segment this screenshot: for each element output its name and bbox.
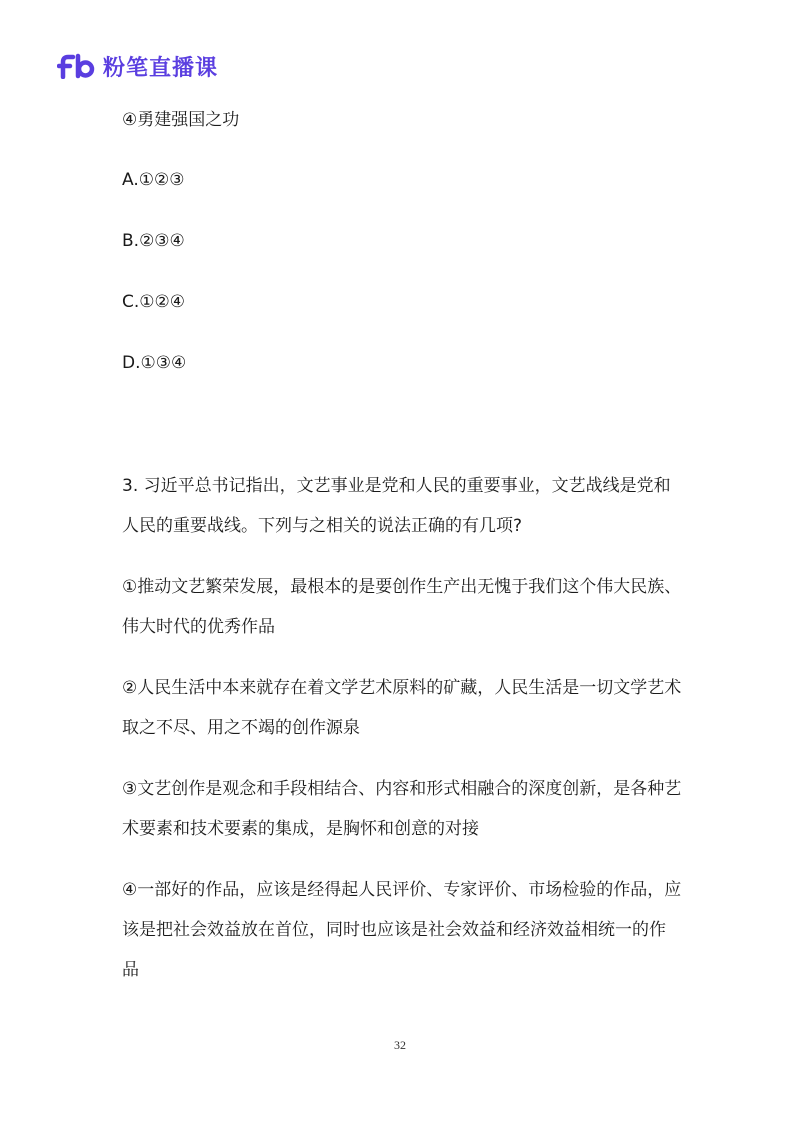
previous-question-item-4: ④勇建强国之功 xyxy=(122,110,240,130)
option-b: B.②③④ xyxy=(122,231,185,251)
fenbi-logo-icon xyxy=(57,53,95,79)
question-3-item-3: ③文艺创作是观念和手段相结合、内容和形式相融合的深度创新，是各种艺术要素和技术要素的集成，是胸怀和创意的对接 xyxy=(122,779,682,839)
option-c: C.①②④ xyxy=(122,292,185,312)
brand-header xyxy=(57,50,218,82)
document-body xyxy=(122,104,682,990)
question-3-item-1: ①推动文艺繁荣发展，最根本的是要创作生产出无愧于我们这个伟大民族、伟大时代的优秀作品 xyxy=(122,577,682,637)
question-3-item-2: ②人民生活中本来就存在着文学艺术原料的矿藏，人民生活是一切文学艺术取之不尽、用之不竭的创作源泉 xyxy=(122,678,682,738)
option-d: D.①③④ xyxy=(122,353,187,373)
brand-name: 粉笔直播课 xyxy=(103,55,219,81)
question-3-stem: 3. 习近平总书记指出，文艺事业是党和人民的重要事业，文艺战线是党和人民的重要战线。下列与之相关的说法正确的有几项? xyxy=(122,476,671,536)
question-3-item-4: ④一部好的作品，应该是经得起人民评价、专家评价、市场检验的作品，应该是把社会效益放在首位，同时也应该是社会效益和经济效益相统一的作品 xyxy=(122,880,682,980)
option-a: A.①②③ xyxy=(122,170,185,190)
page-number: 32 xyxy=(394,1038,406,1052)
